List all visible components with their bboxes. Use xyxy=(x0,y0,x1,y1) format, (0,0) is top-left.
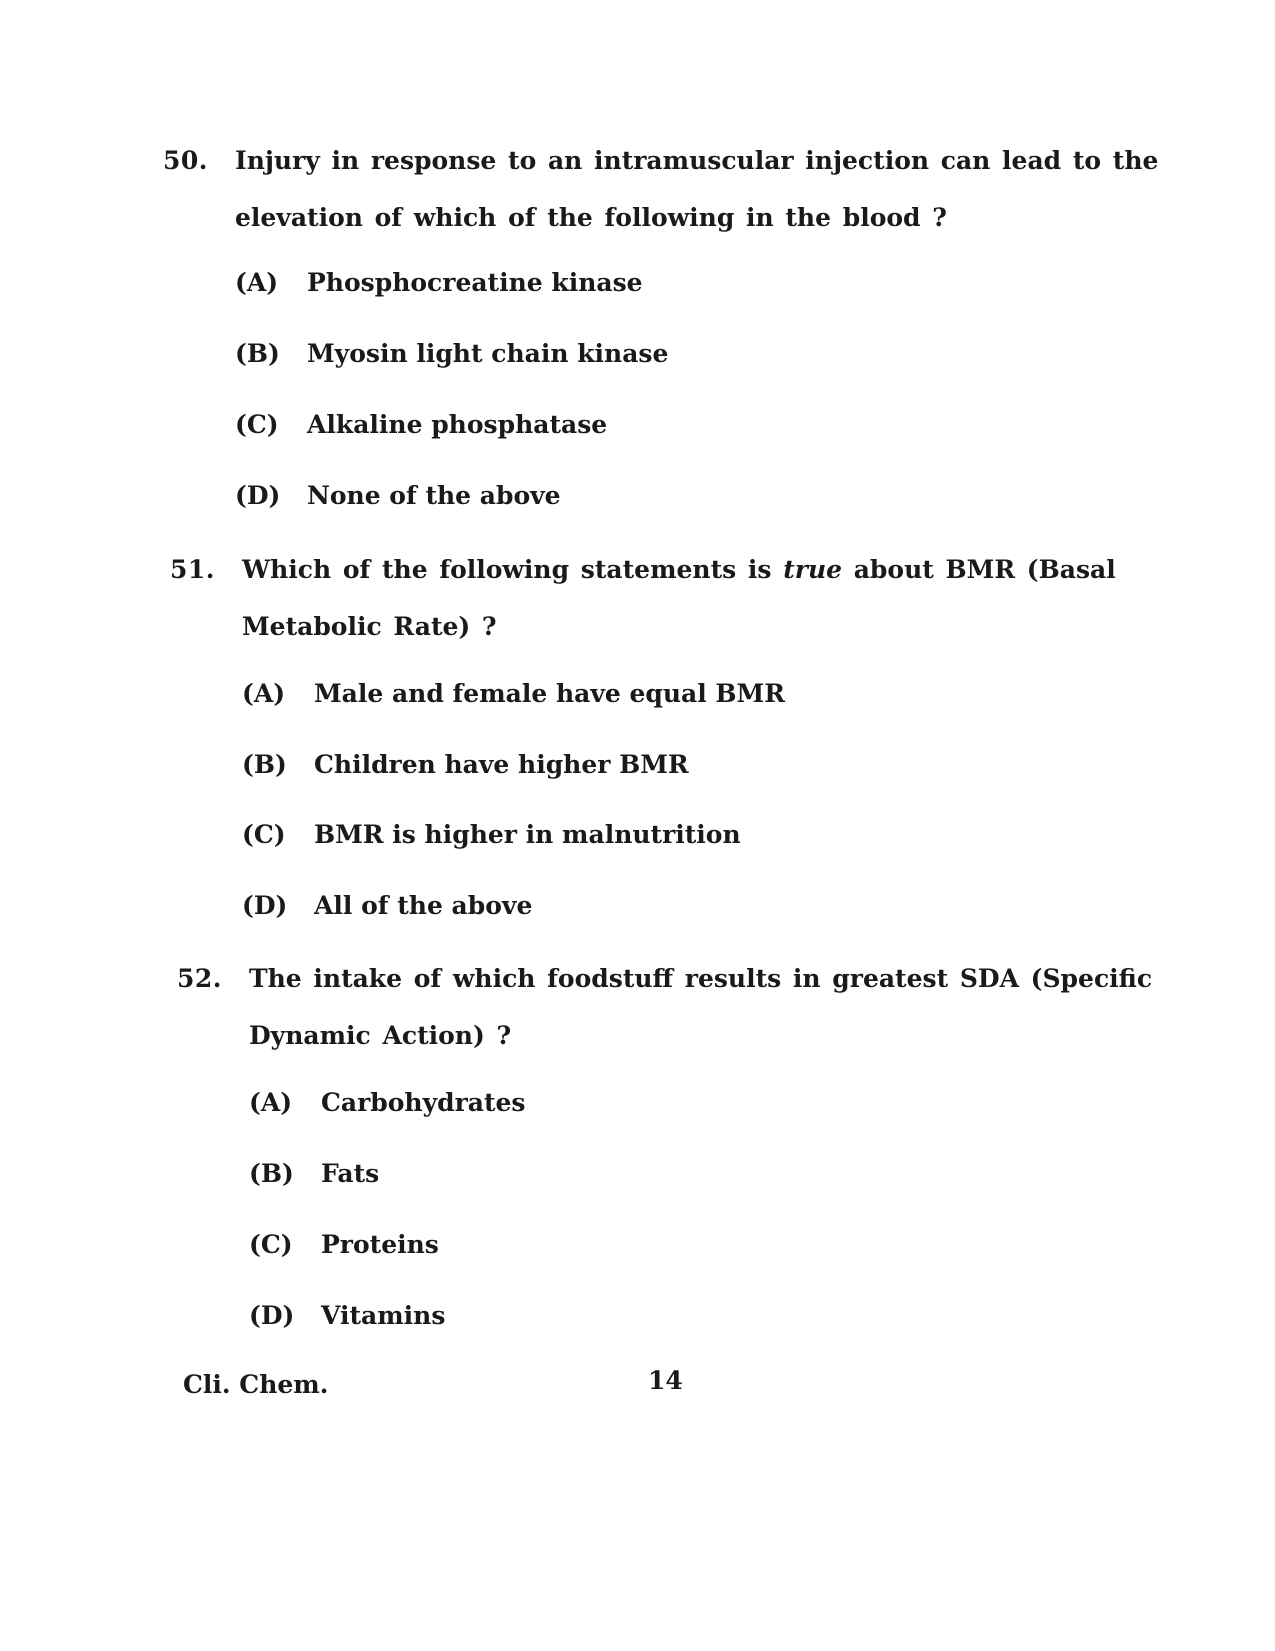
option-text: Children have higher BMR xyxy=(314,750,689,779)
option-a xyxy=(242,679,785,708)
option-c xyxy=(235,410,607,439)
option-b xyxy=(235,339,668,368)
option-letter: (D) xyxy=(249,1301,295,1330)
option-d xyxy=(235,481,561,510)
question-number: 52. xyxy=(177,964,222,993)
option-text: Vitamins xyxy=(321,1301,446,1330)
option-letter: (D) xyxy=(242,891,288,920)
option-letter: (B) xyxy=(249,1159,294,1188)
option-letter: (B) xyxy=(235,339,280,368)
option-letter: (C) xyxy=(249,1230,293,1259)
option-letter: (C) xyxy=(242,820,286,849)
option-b xyxy=(249,1159,379,1188)
question-text: Injury in response to an intramuscular injection can lead to the elevation of which of the following in the blood ? xyxy=(235,146,1159,232)
option-b xyxy=(242,750,689,779)
option-text: Carbohydrates xyxy=(321,1088,526,1117)
option-c xyxy=(242,820,741,849)
option-text: BMR is higher in malnutrition xyxy=(314,820,741,849)
option-a xyxy=(249,1088,526,1117)
option-letter: (B) xyxy=(242,750,287,779)
question-text-part: about BMR (Basal Metabolic Rate) ? xyxy=(242,555,1116,641)
option-letter: (A) xyxy=(249,1088,293,1117)
option-text: Alkaline phosphatase xyxy=(307,410,608,439)
option-letter: (D) xyxy=(235,481,281,510)
option-text: Proteins xyxy=(321,1230,439,1259)
question-text: The intake of which foodstuff results in greatest SDA (Specific Dynamic Action) ? xyxy=(249,964,1153,1050)
question-text-part: Which of the following statements is xyxy=(242,555,784,584)
option-text: Male and female have equal BMR xyxy=(314,679,786,708)
footer-subject: Cli. Chem. xyxy=(183,1370,329,1399)
page-number: 14 xyxy=(648,1366,683,1395)
option-c xyxy=(249,1230,439,1259)
option-letter: (A) xyxy=(242,679,286,708)
option-text: All of the above xyxy=(314,891,533,920)
option-d xyxy=(242,891,532,920)
option-text: Myosin light chain kinase xyxy=(307,339,669,368)
question-number: 50. xyxy=(163,146,208,175)
option-text: None of the above xyxy=(307,481,561,510)
option-letter: (C) xyxy=(235,410,279,439)
question-text xyxy=(242,541,1167,655)
question-text-emphasis: true xyxy=(783,555,843,584)
option-letter: (A) xyxy=(235,268,279,297)
option-text: Fats xyxy=(321,1159,380,1188)
option-text: Phosphocreatine kinase xyxy=(307,268,643,297)
question-number: 51. xyxy=(170,555,215,584)
option-a xyxy=(235,268,643,297)
option-d xyxy=(249,1301,445,1330)
